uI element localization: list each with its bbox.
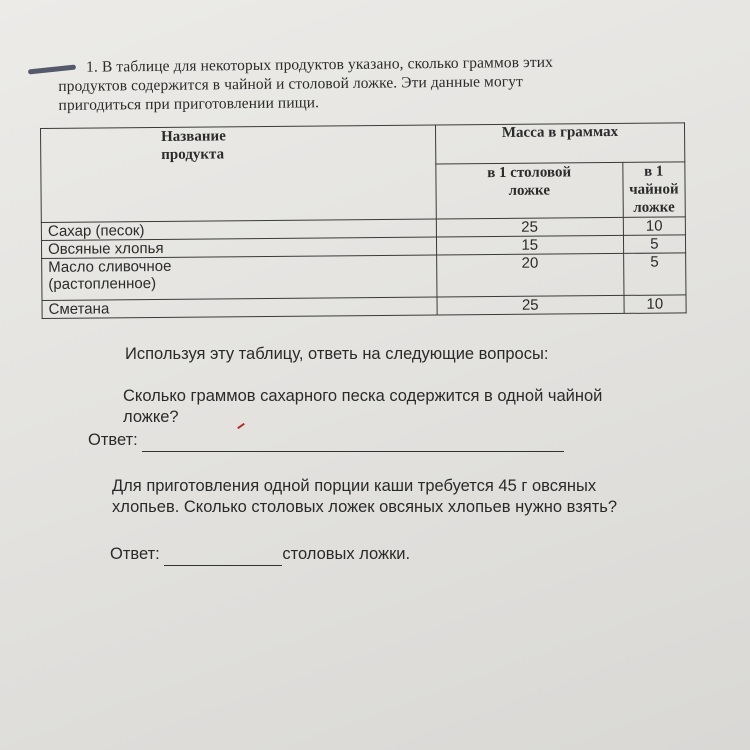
question-1-line-2: ложке? xyxy=(123,408,179,426)
teaspoon-value: 10 xyxy=(624,295,687,314)
task-number: 1. xyxy=(86,58,99,76)
header-mass: Масса в граммах xyxy=(435,123,685,164)
answer-2-suffix: столовых ложки. xyxy=(282,545,411,563)
tablespoon-value: 15 xyxy=(436,235,623,255)
question-2-line-2: хлопьев. Сколько столовых ложек овсяных хлопьев нужно взять? xyxy=(112,498,618,516)
header-teaspoon: в 1 чайной ложке xyxy=(622,162,685,218)
answer-2-label: Ответ: xyxy=(110,545,160,563)
answer-1-blank[interactable] xyxy=(142,430,564,452)
header-tablespoon: в 1 столовой ложке xyxy=(436,162,623,219)
question-2 xyxy=(112,476,712,518)
teaspoon-value: 10 xyxy=(623,217,686,236)
product-name: Масло сливочное (растопленное) xyxy=(42,255,437,300)
product-name: Сметана xyxy=(42,297,437,318)
answer-2 xyxy=(110,544,410,566)
question-1-line-1: Сколько граммов сахарного песка содержится в одной чайной xyxy=(123,387,603,405)
tablespoon-value: 25 xyxy=(437,295,624,315)
tablespoon-value: 25 xyxy=(436,217,623,237)
answer-1-label: Ответ: xyxy=(88,431,138,449)
product-name: Овсяные хлопья xyxy=(41,237,436,258)
intro-line-3: пригодиться при приготовлении пищи. xyxy=(58,94,320,114)
question-2-line-1: Для приготовления одной порции каши требуется 45 г овсяных xyxy=(112,477,597,495)
table-row xyxy=(42,253,686,301)
header-product-name: Название продукта xyxy=(41,125,437,222)
tablespoon-value: 20 xyxy=(436,253,623,297)
product-name: Сахар (песок) xyxy=(41,219,436,240)
task-intro xyxy=(58,52,679,115)
products-table xyxy=(40,122,687,319)
answer-2-blank[interactable] xyxy=(164,544,282,566)
teaspoon-value: 5 xyxy=(623,253,686,296)
question-1 xyxy=(123,386,683,428)
intro-line-2: продуктов содержится в чайной и столовой ложке. Эти данные могут xyxy=(58,73,524,95)
instruction-text: Используя эту таблицу, ответь на следующие вопросы: xyxy=(125,345,549,363)
intro-line-1: В таблице для некоторых продуктов указано, сколько граммов этих xyxy=(101,53,554,76)
teaspoon-value: 5 xyxy=(623,235,686,254)
answer-1 xyxy=(88,430,564,452)
